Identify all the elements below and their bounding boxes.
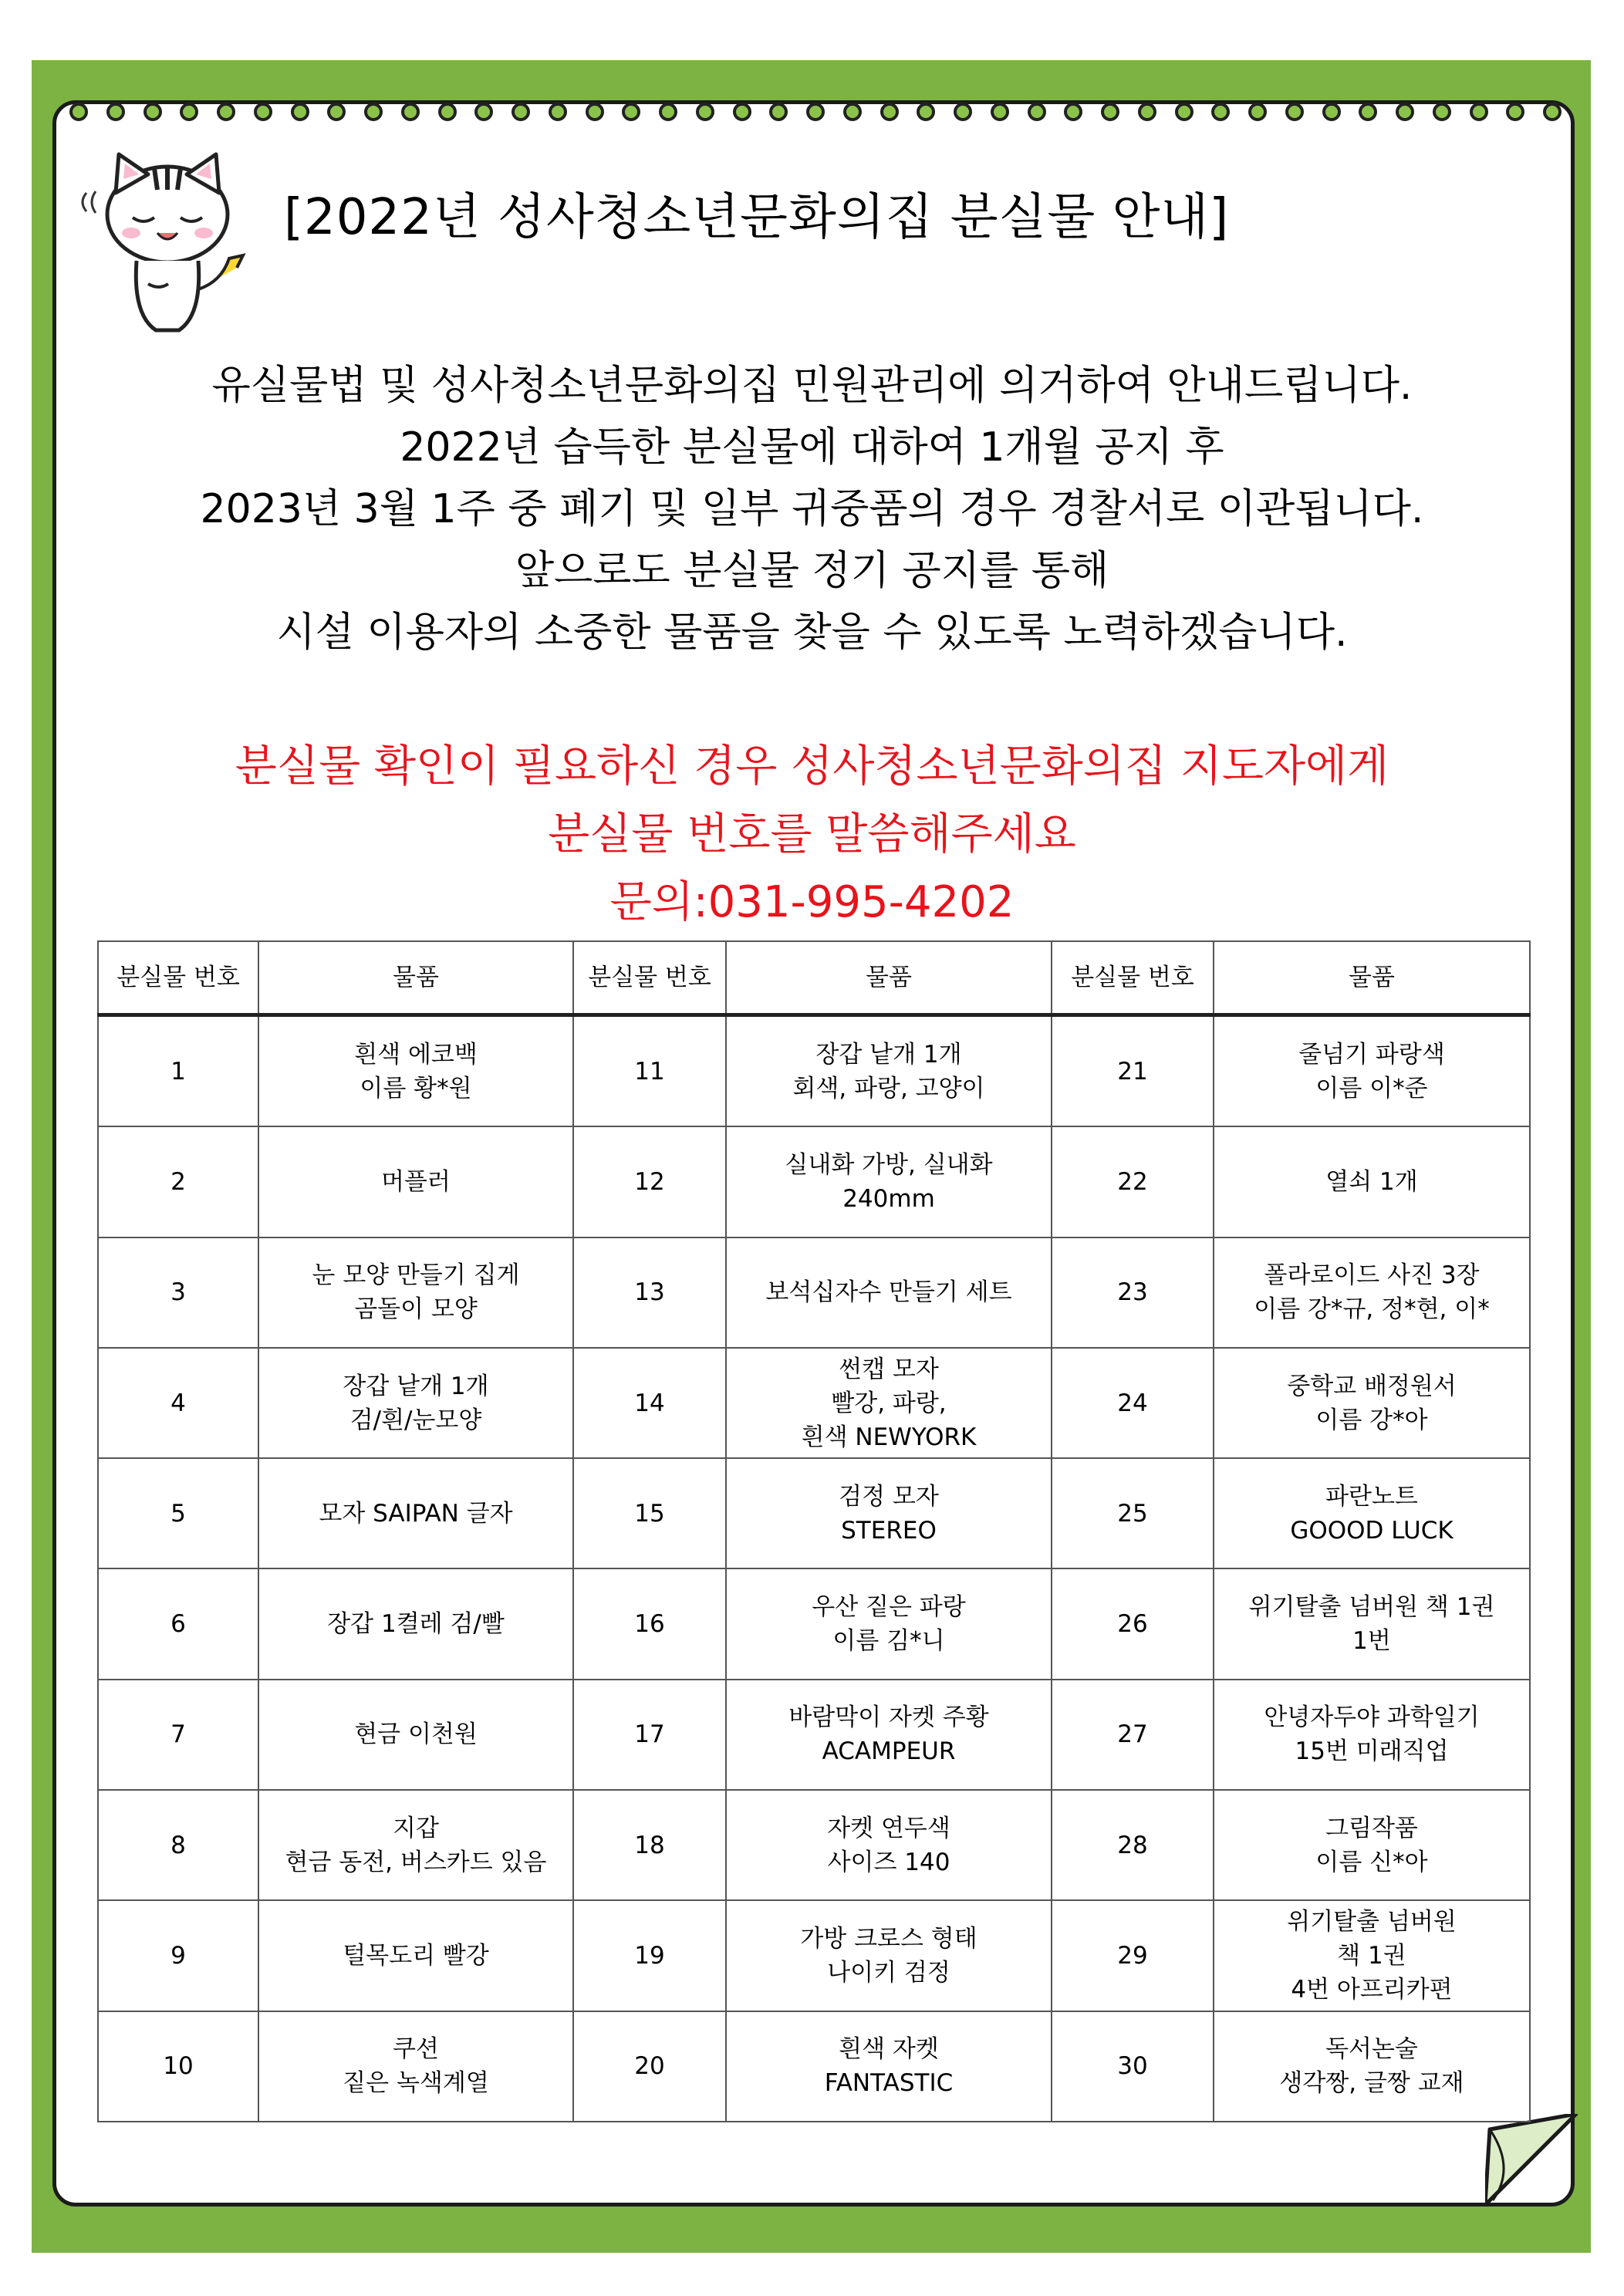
contact-line: 분실물 확인이 필요하신 경우 성사청소년문화의집 지도자에게: [235, 741, 1389, 792]
item-number-cell: 8: [98, 1790, 258, 1900]
header-cell: 분실물 번호: [1052, 941, 1214, 1015]
intro-line: 2023년 3월 1주 중 폐기 및 일부 귀중품의 경우 경찰서로 이관됩니다.: [200, 486, 1424, 532]
item-number-cell: 27: [1052, 1680, 1214, 1790]
item-description-cell: 위기탈출 넘버원 책 1권 1번: [1214, 1568, 1530, 1679]
item-number-cell: 29: [1052, 1900, 1214, 2011]
item-description-cell: 눈 모양 만들기 집게 곰돌이 모양: [258, 1237, 573, 1348]
item-number-cell: 17: [573, 1680, 726, 1790]
binder-ring-icon: [733, 103, 751, 121]
item-number-cell: 9: [98, 1900, 258, 2011]
page-title: [2022년 성사청소년문화의집 분실물 안내]: [284, 189, 1230, 246]
binder-ring-icon: [143, 103, 162, 121]
binder-ring-icon: [991, 103, 1009, 121]
item-number-cell: 13: [573, 1237, 726, 1348]
item-description-cell: 쿠션 짙은 녹색계열: [258, 2011, 573, 2122]
header-cell: 물품: [726, 941, 1052, 1015]
item-number-cell: 20: [573, 2011, 726, 2122]
item-description-cell: 폴라로이드 사진 3장 이름 강*규, 정*현, 이*: [1214, 1237, 1530, 1348]
binder-ring-icon: [474, 103, 493, 121]
contact-phone: 문의:031-995-4202: [609, 877, 1015, 927]
intro-line: 유실물법 및 성사청소년문화의집 민원관리에 의거하여 안내드립니다.: [211, 363, 1413, 409]
item-number-cell: 3: [98, 1237, 258, 1348]
binder-ring-icon: [586, 103, 604, 121]
table-row: [98, 1680, 1530, 1790]
contact-line: 분실물 번호를 말씀해주세요: [548, 809, 1076, 859]
binder-ring-icon: [769, 103, 788, 121]
binder-ring-icon: [954, 103, 972, 121]
table-row: [98, 1900, 1530, 2011]
binder-ring-icon: [1285, 103, 1304, 121]
table-row: [98, 1458, 1530, 1568]
binder-ring-icon: [364, 103, 383, 121]
item-description-cell: 줄넘기 파랑색 이름 이*준: [1214, 1015, 1530, 1127]
item-number-cell: 14: [573, 1348, 726, 1458]
item-number-cell: 5: [98, 1458, 258, 1568]
binder-ring-icon: [69, 103, 88, 121]
item-description-cell: 장갑 낱개 1개 회색, 파랑, 고양이: [726, 1015, 1052, 1127]
binder-ring-icon: [512, 103, 530, 121]
binder-ring-icon: [1138, 103, 1156, 121]
item-description-cell: 파란노트 GOOOD LUCK: [1214, 1458, 1530, 1568]
binder-ring-icon: [106, 103, 125, 121]
item-number-cell: 23: [1052, 1237, 1214, 1348]
item-description-cell: 그림작품 이름 신*아: [1214, 1790, 1530, 1900]
binder-ring-icon: [254, 103, 272, 121]
item-description-cell: 실내화 가방, 실내화 240mm: [726, 1126, 1052, 1237]
item-description-cell: 현금 이천원: [258, 1680, 573, 1790]
item-number-cell: 1: [98, 1015, 258, 1127]
table-row: [98, 1348, 1530, 1458]
item-number-cell: 12: [573, 1126, 726, 1237]
intro-line: 2022년 습득한 분실물에 대하여 1개월 공지 후: [400, 424, 1224, 471]
item-number-cell: 19: [573, 1900, 726, 2011]
binder-ring-icon: [549, 103, 567, 121]
item-description-cell: 보석십자수 만들기 세트: [726, 1237, 1052, 1348]
intro-line: 시설 이용자의 소중한 물품을 찾을 수 있도록 노력하겠습니다.: [276, 609, 1348, 656]
table-row: [98, 1237, 1530, 1348]
item-number-cell: 18: [573, 1790, 726, 1900]
binder-rings: [69, 103, 1558, 133]
binder-ring-icon: [1211, 103, 1230, 121]
contact-notice: [77, 733, 1547, 937]
table-row: [98, 1015, 1530, 1127]
item-number-cell: 30: [1052, 2011, 1214, 2122]
item-description-cell: 흰색 에코백 이름 황*원: [258, 1015, 573, 1127]
binder-ring-icon: [291, 103, 309, 121]
binder-ring-icon: [217, 103, 235, 121]
item-number-cell: 2: [98, 1126, 258, 1237]
table-header-row: [98, 941, 1530, 1015]
header-cell: 물품: [1214, 941, 1530, 1015]
item-number-cell: 11: [573, 1015, 726, 1127]
header-cell: 분실물 번호: [573, 941, 726, 1015]
item-description-cell: 장갑 1켤레 검/빨: [258, 1568, 573, 1679]
item-description-cell: 검정 모자 STEREO: [726, 1458, 1052, 1568]
binder-ring-icon: [1028, 103, 1046, 121]
item-number-cell: 22: [1052, 1126, 1214, 1237]
binder-ring-icon: [917, 103, 935, 121]
item-number-cell: 26: [1052, 1568, 1214, 1679]
item-description-cell: 흰색 자켓 FANTASTIC: [726, 2011, 1052, 2122]
item-number-cell: 28: [1052, 1790, 1214, 1900]
table-row: [98, 1126, 1530, 1237]
item-number-cell: 4: [98, 1348, 258, 1458]
table-row: [98, 2011, 1530, 2122]
binder-ring-icon: [1433, 103, 1451, 121]
binder-ring-icon: [1506, 103, 1524, 121]
binder-ring-icon: [1248, 103, 1267, 121]
binder-ring-icon: [1543, 103, 1562, 121]
item-description-cell: 바람막이 자켓 주황 ACAMPEUR: [726, 1680, 1052, 1790]
item-number-cell: 24: [1052, 1348, 1214, 1458]
header-cell: 물품: [258, 941, 573, 1015]
item-description-cell: 열쇠 1개: [1214, 1126, 1530, 1237]
item-description-cell: 독서논술 생각짱, 글짱 교재: [1214, 2011, 1530, 2122]
item-number-cell: 6: [98, 1568, 258, 1679]
item-number-cell: 10: [98, 2011, 258, 2122]
item-number-cell: 25: [1052, 1458, 1214, 1568]
binder-ring-icon: [401, 103, 420, 121]
item-number-cell: 16: [573, 1568, 726, 1679]
item-description-cell: 모자 SAIPAN 글자: [258, 1458, 573, 1568]
binder-ring-icon: [659, 103, 677, 121]
binder-ring-icon: [180, 103, 198, 121]
binder-ring-icon: [696, 103, 714, 121]
binder-ring-icon: [1322, 103, 1341, 121]
binder-ring-icon: [843, 103, 862, 121]
item-description-cell: 머플러: [258, 1126, 573, 1237]
item-description-cell: 털목도리 빨강: [258, 1900, 573, 2011]
item-description-cell: 중학교 배정원서 이름 강*아: [1214, 1348, 1530, 1458]
item-description-cell: 우산 짙은 파랑 이름 김*니: [726, 1568, 1052, 1679]
item-description-cell: 자켓 연두색 사이즈 140: [726, 1790, 1052, 1900]
table-row: [98, 1790, 1530, 1900]
item-description-cell: 지갑 현금 동전, 버스카드 있음: [258, 1790, 573, 1900]
binder-ring-icon: [1470, 103, 1488, 121]
item-number-cell: 21: [1052, 1015, 1214, 1127]
binder-ring-icon: [1064, 103, 1082, 121]
binder-ring-icon: [806, 103, 825, 121]
binder-ring-icon: [1101, 103, 1119, 121]
item-description-cell: 가방 크로스 형태 나이키 검정: [726, 1900, 1052, 2011]
header-cell: 분실물 번호: [98, 941, 258, 1015]
intro-text: [77, 355, 1547, 663]
binder-ring-icon: [880, 103, 899, 121]
table-row: [98, 1568, 1530, 1679]
binder-ring-icon: [622, 103, 640, 121]
binder-ring-icon: [1175, 103, 1194, 121]
cat-mascot-icon: [71, 147, 264, 339]
binder-ring-icon: [1359, 103, 1377, 121]
item-number-cell: 15: [573, 1458, 726, 1568]
binder-ring-icon: [327, 103, 346, 121]
item-description-cell: 장갑 낱개 1개 검/흰/눈모양: [258, 1348, 573, 1458]
item-description-cell: 위기탈출 넘버원 책 1권 4번 아프리카편: [1214, 1900, 1530, 2011]
item-number-cell: 7: [98, 1680, 258, 1790]
intro-line: 앞으로도 분실물 정기 공지를 통해: [515, 548, 1109, 594]
lost-items-table: [97, 940, 1531, 2122]
item-description-cell: 안녕자두야 과학일기 15번 미래직업: [1214, 1680, 1530, 1790]
binder-ring-icon: [438, 103, 457, 121]
page-curl-icon: [1485, 2114, 1578, 2205]
binder-ring-icon: [1396, 103, 1414, 121]
item-description-cell: 썬캡 모자 빨강, 파랑, 흰색 NEWYORK: [726, 1348, 1052, 1458]
